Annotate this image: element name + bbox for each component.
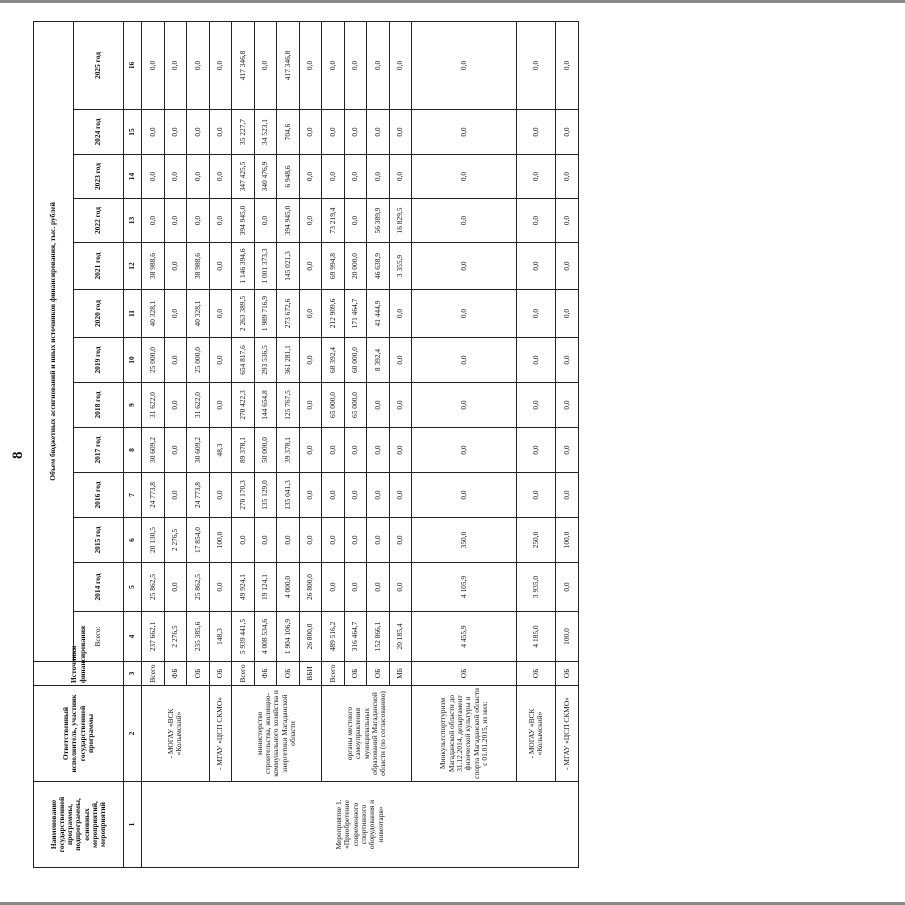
amount-cell: 17 854,0 <box>187 518 210 563</box>
amount-cell: 0,0 <box>412 383 517 428</box>
amount-cell: 212 909,6 <box>322 290 345 338</box>
amount-cell: 0,0 <box>164 383 187 428</box>
amount-cell: 394 945,0 <box>232 199 255 243</box>
amount-cell: 30 609,2 <box>142 428 165 473</box>
amount-cell: 0,0 <box>209 199 232 243</box>
amount-cell: 235 385,6 <box>187 612 210 662</box>
amount-cell: 46 638,9 <box>367 243 390 290</box>
amount-cell: 0,0 <box>232 518 255 563</box>
funding-source-cell: МБ <box>389 662 412 686</box>
amount-cell: 350,0 <box>412 518 517 563</box>
column-number: 7 <box>124 473 142 518</box>
amount-cell: 340 476,9 <box>254 155 277 199</box>
amount-cell: 0,0 <box>412 155 517 199</box>
header-year: 2015 год <box>74 518 124 563</box>
amount-cell: 25 862,5 <box>142 563 165 612</box>
amount-cell: 0,0 <box>367 155 390 199</box>
amount-cell: 0,0 <box>164 338 187 383</box>
amount-cell: 0,0 <box>517 338 556 383</box>
amount-cell: 0,0 <box>209 338 232 383</box>
amount-cell: 0,0 <box>164 290 187 338</box>
amount-cell: 0,0 <box>142 21 165 109</box>
amount-cell: 20 130,5 <box>142 518 165 563</box>
amount-cell: 89 378,1 <box>232 428 255 473</box>
table-row <box>232 21 255 867</box>
amount-cell: 48,3 <box>209 428 232 473</box>
amount-cell: 50 000,0 <box>254 428 277 473</box>
amount-cell: 0,0 <box>344 518 367 563</box>
amount-cell: 0,0 <box>556 110 579 155</box>
amount-cell: 1 904 106,9 <box>277 612 300 662</box>
funding-source-cell: ФБ <box>164 662 187 686</box>
amount-cell: 26 800,0 <box>299 612 322 662</box>
amount-cell: 20 000,0 <box>344 243 367 290</box>
amount-cell: 31 622,0 <box>142 383 165 428</box>
amount-cell: 417 346,8 <box>277 21 300 109</box>
amount-cell: 152 866,1 <box>367 612 390 662</box>
amount-cell: 394 945,0 <box>277 199 300 243</box>
table-row <box>322 21 345 867</box>
amount-cell: 0,0 <box>164 199 187 243</box>
amount-cell: 24 773,8 <box>142 473 165 518</box>
column-number: 9 <box>124 383 142 428</box>
amount-cell: 0,0 <box>322 518 345 563</box>
amount-cell: 0,0 <box>164 243 187 290</box>
amount-cell: 16 829,5 <box>389 199 412 243</box>
amount-cell: 49 924,1 <box>232 563 255 612</box>
column-number: 3 <box>124 662 142 686</box>
amount-cell: 144 654,8 <box>254 383 277 428</box>
header-year: 2025 год <box>74 21 124 109</box>
column-number: 15 <box>124 110 142 155</box>
amount-cell: 0,0 <box>412 290 517 338</box>
amount-cell: 73 219,4 <box>322 199 345 243</box>
amount-cell: 0,0 <box>556 21 579 109</box>
amount-cell: 0,0 <box>299 155 322 199</box>
amount-cell: 0,0 <box>164 428 187 473</box>
amount-cell: 0,0 <box>389 21 412 109</box>
header-total: Всего: <box>74 612 124 662</box>
funding-source-cell: ОБ <box>187 662 210 686</box>
amount-cell: 0,0 <box>142 155 165 199</box>
amount-cell: 0,0 <box>344 155 367 199</box>
amount-cell: 0,0 <box>299 428 322 473</box>
amount-cell: 135 041,3 <box>277 473 300 518</box>
amount-cell: 135 129,0 <box>254 473 277 518</box>
header-year: 2020 год <box>74 290 124 338</box>
amount-cell: 65 000,0 <box>322 383 345 428</box>
amount-cell: 171 464,7 <box>344 290 367 338</box>
amount-cell: 0,0 <box>367 383 390 428</box>
amount-cell: 0,0 <box>412 338 517 383</box>
amount-cell: 0,0 <box>299 243 322 290</box>
amount-cell: 0,0 <box>254 199 277 243</box>
header-year: 2022 год <box>74 199 124 243</box>
header-funding-title: Объем бюджетных ассигнований и иных источников финансирования, тыс. рублей <box>34 21 74 661</box>
amount-cell: 0,0 <box>389 110 412 155</box>
amount-cell: 0,0 <box>367 21 390 109</box>
executor-cell: - МГАУ «ЦСП СКМО» <box>556 686 579 782</box>
amount-cell: 0,0 <box>209 110 232 155</box>
amount-cell: 0,0 <box>517 243 556 290</box>
amount-cell: 0,0 <box>299 110 322 155</box>
amount-cell: 273 672,6 <box>277 290 300 338</box>
column-number: 1 <box>124 782 142 868</box>
amount-cell: 8 392,4 <box>367 338 390 383</box>
amount-cell: 39 378,1 <box>277 428 300 473</box>
amount-cell: 237 662,1 <box>142 612 165 662</box>
amount-cell: 0,0 <box>389 155 412 199</box>
amount-cell: 0,0 <box>389 563 412 612</box>
funding-source-cell: Всего <box>232 662 255 686</box>
amount-cell: 0,0 <box>389 518 412 563</box>
amount-cell: 0,0 <box>187 155 210 199</box>
table-row <box>142 21 165 867</box>
amount-cell: 40 328,1 <box>187 290 210 338</box>
column-number: 11 <box>124 290 142 338</box>
amount-cell: 0,0 <box>322 155 345 199</box>
column-number: 4 <box>124 612 142 662</box>
header-year: 2024 год <box>74 110 124 155</box>
amount-cell: 0,0 <box>412 473 517 518</box>
amount-cell: 0,0 <box>209 290 232 338</box>
amount-cell: 1 989 716,9 <box>254 290 277 338</box>
amount-cell: 316 464,7 <box>344 612 367 662</box>
amount-cell: 0,0 <box>517 21 556 109</box>
amount-cell: 25 862,5 <box>187 563 210 612</box>
amount-cell: 41 444,9 <box>367 290 390 338</box>
amount-cell: 0,0 <box>556 383 579 428</box>
amount-cell: 0,0 <box>187 199 210 243</box>
amount-cell: 270 170,3 <box>232 473 255 518</box>
funding-source-cell: ОБ <box>344 662 367 686</box>
funding-source-cell: ОБ <box>209 662 232 686</box>
funding-source-cell: ОБ <box>412 662 517 686</box>
header-col2: Ответственный исполнитель, участник государственной программы <box>34 686 124 782</box>
executor-cell: - МОГАУ «ВСК «Колымский» <box>142 686 210 782</box>
amount-cell: 0,0 <box>517 199 556 243</box>
amount-cell: 0,0 <box>254 21 277 109</box>
amount-cell: 0,0 <box>517 155 556 199</box>
amount-cell: 0,0 <box>344 563 367 612</box>
header-year: 2014 год <box>74 563 124 612</box>
event-name-cell: Мероприятие 1. «Приобретение современного спортивного оборудования и инвентаря» <box>142 782 579 868</box>
amount-cell: 0,0 <box>556 563 579 612</box>
amount-cell: 0,0 <box>517 428 556 473</box>
amount-cell: 2 276,5 <box>164 518 187 563</box>
amount-cell: 0,0 <box>389 473 412 518</box>
funding-source-cell: Всего <box>322 662 345 686</box>
funding-source-cell: ОБ <box>517 662 556 686</box>
amount-cell: 68 392,4 <box>322 338 345 383</box>
amount-cell: 347 425,5 <box>232 155 255 199</box>
amount-cell: 270 422,3 <box>232 383 255 428</box>
amount-cell: 1 001 373,3 <box>254 243 277 290</box>
amount-cell: 0,0 <box>556 473 579 518</box>
funding-source-cell: ВБИ <box>299 662 322 686</box>
amount-cell: 654 817,6 <box>232 338 255 383</box>
header-year: 2017 год <box>74 428 124 473</box>
executor-cell: органы местного самоуправления муниципальных образований Магаданской области (по согласованию) <box>322 686 412 782</box>
amount-cell: 0,0 <box>299 518 322 563</box>
amount-cell: 0,0 <box>344 21 367 109</box>
amount-cell: 0,0 <box>412 428 517 473</box>
amount-cell: 0,0 <box>142 110 165 155</box>
amount-cell: 2 276,5 <box>164 612 187 662</box>
amount-cell: 60 000,0 <box>344 338 367 383</box>
funding-source-cell: Всего <box>142 662 165 686</box>
amount-cell: 0,0 <box>412 21 517 109</box>
funding-source-cell: ОБ <box>277 662 300 686</box>
amount-cell: 0,0 <box>187 21 210 109</box>
header-col1: Наименование государственной программы, подпрограммы, основных мероприятий, мероприятий <box>34 782 124 868</box>
amount-cell: 0,0 <box>299 290 322 338</box>
amount-cell: 0,0 <box>517 290 556 338</box>
amount-cell: 19 124,1 <box>254 563 277 612</box>
column-number: 13 <box>124 199 142 243</box>
amount-cell: 0,0 <box>517 473 556 518</box>
amount-cell: 25 000,0 <box>187 338 210 383</box>
amount-cell: 100,0 <box>556 518 579 563</box>
amount-cell: 0,0 <box>299 199 322 243</box>
column-number: 16 <box>124 21 142 109</box>
amount-cell: 0,0 <box>367 110 390 155</box>
amount-cell: 24 773,8 <box>187 473 210 518</box>
table-row <box>412 21 517 867</box>
table-row <box>209 21 232 867</box>
amount-cell: 0,0 <box>556 243 579 290</box>
executor-cell: - МГАУ «ЦСП СКМО» <box>209 686 232 782</box>
executor-cell: министерство строительства, жилищно-коммунального хозяйства и энергетики Магаданской области <box>232 686 322 782</box>
column-number: 6 <box>124 518 142 563</box>
amount-cell: 0,0 <box>412 199 517 243</box>
header-year: 2019 год <box>74 338 124 383</box>
amount-cell: 0,0 <box>164 21 187 109</box>
amount-cell: 0,0 <box>164 563 187 612</box>
amount-cell: 0,0 <box>299 383 322 428</box>
amount-cell: 0,0 <box>277 518 300 563</box>
amount-cell: 0,0 <box>254 518 277 563</box>
amount-cell: 0,0 <box>556 338 579 383</box>
amount-cell: 4 105,9 <box>412 563 517 612</box>
table-row <box>517 21 556 867</box>
amount-cell: 0,0 <box>389 290 412 338</box>
amount-cell: 0,0 <box>299 21 322 109</box>
amount-cell: 100,0 <box>209 518 232 563</box>
amount-cell: 35 227,7 <box>232 110 255 155</box>
amount-cell: 0,0 <box>556 199 579 243</box>
amount-cell: 125 767,5 <box>277 383 300 428</box>
column-number: 14 <box>124 155 142 199</box>
amount-cell: 0,0 <box>209 473 232 518</box>
amount-cell: 4 008 534,6 <box>254 612 277 662</box>
funding-source-cell: ОБ <box>556 662 579 686</box>
header-year: 2018 год <box>74 383 124 428</box>
amount-cell: 0,0 <box>299 473 322 518</box>
amount-cell: 100,0 <box>556 612 579 662</box>
funding-source-cell: ФБ <box>254 662 277 686</box>
amount-cell: 0,0 <box>164 155 187 199</box>
amount-cell: 0,0 <box>344 199 367 243</box>
amount-cell: 2 263 389,5 <box>232 290 255 338</box>
amount-cell: 26 800,0 <box>299 563 322 612</box>
amount-cell: 0,0 <box>344 473 367 518</box>
amount-cell: 0,0 <box>209 155 232 199</box>
amount-cell: 56 389,9 <box>367 199 390 243</box>
funding-table <box>33 21 579 868</box>
funding-source-cell: ОБ <box>367 662 390 686</box>
amount-cell: 0,0 <box>556 290 579 338</box>
amount-cell: 0,0 <box>164 110 187 155</box>
amount-cell: 30 609,2 <box>187 428 210 473</box>
amount-cell: 6 948,6 <box>277 155 300 199</box>
amount-cell: 0,0 <box>164 473 187 518</box>
amount-cell: 4 185,0 <box>517 612 556 662</box>
column-number: 8 <box>124 428 142 473</box>
amount-cell: 38 988,6 <box>187 243 210 290</box>
amount-cell: 4 000,0 <box>277 563 300 612</box>
amount-cell: 0,0 <box>322 110 345 155</box>
amount-cell: 5 939 441,5 <box>232 612 255 662</box>
amount-cell: 0,0 <box>187 110 210 155</box>
amount-cell: 20 185,4 <box>389 612 412 662</box>
page-number: 8 <box>10 451 26 459</box>
amount-cell: 0,0 <box>142 199 165 243</box>
amount-cell: 293 536,5 <box>254 338 277 383</box>
amount-cell: 489 516,2 <box>322 612 345 662</box>
amount-cell: 0,0 <box>299 338 322 383</box>
amount-cell: 0,0 <box>556 155 579 199</box>
amount-cell: 31 622,0 <box>187 383 210 428</box>
amount-cell: 40 328,1 <box>142 290 165 338</box>
header-col3: Источники финансирования <box>34 662 124 686</box>
header-year: 2016 год <box>74 473 124 518</box>
amount-cell: 0,0 <box>367 518 390 563</box>
amount-cell: 0,0 <box>209 563 232 612</box>
amount-cell: 145 021,3 <box>277 243 300 290</box>
column-number: 12 <box>124 243 142 290</box>
amount-cell: 25 000,0 <box>142 338 165 383</box>
amount-cell: 0,0 <box>389 338 412 383</box>
amount-cell: 3 355,9 <box>389 243 412 290</box>
amount-cell: 0,0 <box>322 21 345 109</box>
header-year: 2023 год <box>74 155 124 199</box>
amount-cell: 0,0 <box>209 21 232 109</box>
amount-cell: 3 935,0 <box>517 563 556 612</box>
amount-cell: 417 346,8 <box>232 21 255 109</box>
amount-cell: 1 146 394,6 <box>232 243 255 290</box>
amount-cell: 0,0 <box>322 473 345 518</box>
column-number: 2 <box>124 686 142 782</box>
amount-cell: 148,3 <box>209 612 232 662</box>
amount-cell: 0,0 <box>209 243 232 290</box>
amount-cell: 0,0 <box>556 428 579 473</box>
amount-cell: 34 523,1 <box>254 110 277 155</box>
amount-cell: 704,6 <box>277 110 300 155</box>
amount-cell: 0,0 <box>367 473 390 518</box>
amount-cell: 0,0 <box>517 383 556 428</box>
amount-cell: 0,0 <box>517 110 556 155</box>
header-year: 2021 год <box>74 243 124 290</box>
amount-cell: 69 994,8 <box>322 243 345 290</box>
executor-cell: - МОГАУ «ВСК «Колымский» <box>517 686 556 782</box>
amount-cell: 65 000,0 <box>344 383 367 428</box>
amount-cell: 0,0 <box>367 563 390 612</box>
amount-cell: 361 281,1 <box>277 338 300 383</box>
amount-cell: 0,0 <box>322 428 345 473</box>
amount-cell: 0,0 <box>389 383 412 428</box>
amount-cell: 0,0 <box>344 110 367 155</box>
amount-cell: 0,0 <box>344 428 367 473</box>
amount-cell: 0,0 <box>389 428 412 473</box>
amount-cell: 250,0 <box>517 518 556 563</box>
table-row <box>556 21 579 867</box>
amount-cell: 0,0 <box>209 383 232 428</box>
column-number: 10 <box>124 338 142 383</box>
column-number: 5 <box>124 563 142 612</box>
amount-cell: 4 455,9 <box>412 612 517 662</box>
amount-cell: 0,0 <box>412 110 517 155</box>
executor-cell: Минкультспорттуризм Магаданской области до 31.12.2014, департамент физической культуры и спорта Магаданской области с 01.01.2015, из них: <box>412 686 517 782</box>
amount-cell: 0,0 <box>322 563 345 612</box>
amount-cell: 38 988,6 <box>142 243 165 290</box>
amount-cell: 0,0 <box>412 243 517 290</box>
amount-cell: 0,0 <box>367 428 390 473</box>
